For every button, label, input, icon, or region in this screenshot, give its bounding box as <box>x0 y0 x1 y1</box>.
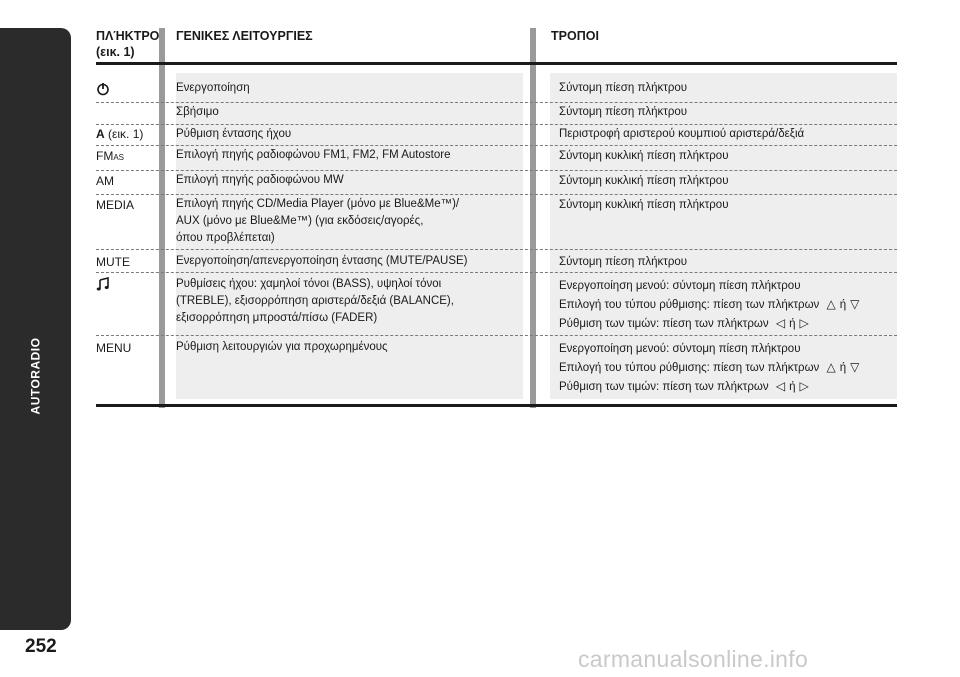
chapter-sidebar <box>0 28 71 630</box>
mode-line <box>559 358 863 377</box>
general-line: AUX (μόνο με Blue&Me™) (για εκδόσεις/αγορές, <box>176 215 424 227</box>
column-divider-2 <box>530 28 536 408</box>
mode-cell: Σύντομη πίεση πλήκτρου <box>559 256 688 268</box>
mode-cell <box>559 277 863 333</box>
up-arrow-icon: △ <box>826 360 836 374</box>
row-divider <box>96 249 897 250</box>
row-divider <box>96 102 897 103</box>
key-mute: MUTE <box>96 255 130 269</box>
mode-cell: Σύντομη κυκλική πίεση πλήκτρου <box>559 199 729 211</box>
or-word: ή <box>839 299 847 311</box>
key-media: MEDIA <box>96 198 135 212</box>
mode-cell <box>559 340 863 396</box>
header-mode: ΤΡΟΠΟΙ <box>551 29 599 43</box>
key-menu: MENU <box>96 341 132 355</box>
general-cell: Επιλογή πηγής ραδιοφώνου MW <box>176 174 344 186</box>
header-key-line-2: (εικ. 1) <box>96 45 135 59</box>
key-am: AM <box>96 174 114 188</box>
mode-line: Ενεργοποίηση μενού: σύντομη πίεση πλήκτρου <box>559 343 801 355</box>
chapter-label: AUTORADIO <box>28 337 43 415</box>
general-cell <box>176 276 454 327</box>
power-icon <box>96 82 110 96</box>
up-arrow-icon: △ <box>826 297 836 311</box>
row-divider <box>96 124 897 125</box>
row-divider <box>96 170 897 171</box>
table-bottom-rule <box>96 404 897 407</box>
or-word: ή <box>789 381 796 393</box>
chapter-label-box <box>24 331 46 421</box>
row-divider <box>96 272 897 273</box>
mode-line-text: Επιλογή του τύπου ρύθμισης: πίεση των πλήκτρων <box>559 299 820 311</box>
general-cell: Ενεργοποίηση <box>176 82 250 94</box>
mode-line-text: Ρύθμιση των τιμών: πίεση των πλήκτρων <box>559 318 769 330</box>
general-line: όπου προβλέπεται) <box>176 232 275 244</box>
functions-table <box>96 24 897 408</box>
or-word: ή <box>789 318 796 330</box>
general-cell <box>176 196 459 247</box>
left-arrow-icon: ◁ <box>775 379 786 393</box>
right-arrow-icon: ▷ <box>799 316 809 330</box>
mode-line: Ενεργοποίηση μενού: σύντομη πίεση πλήκτρου <box>559 280 801 292</box>
mode-cell: Περιστροφή αριστερού κουμπιού αριστερά/δεξιά <box>559 128 805 140</box>
down-arrow-icon: ▽ <box>850 297 860 311</box>
key-a-ref: (εικ. 1) <box>108 127 144 141</box>
left-arrow-icon: ◁ <box>775 316 786 330</box>
general-line: Ρυθμίσεις ήχου: χαμηλοί τόνοι (BASS), υψηλοί τόνοι <box>176 278 442 290</box>
row-divider <box>96 335 897 336</box>
mode-line <box>559 314 863 333</box>
general-line: εξισορρόπηση μπροστά/πίσω (FADER) <box>176 312 378 324</box>
key-fm: FM <box>96 149 114 163</box>
general-cell: Ρύθμιση έντασης ήχου <box>176 128 292 140</box>
column-divider-1 <box>159 28 165 408</box>
key-as: AS <box>113 153 124 162</box>
mode-line <box>559 377 863 396</box>
mode-cell: Σύντομη κυκλική πίεση πλήκτρου <box>559 175 729 187</box>
general-line: (TREBLE), εξισορρόπηση αριστερά/δεξιά (BALANCE), <box>176 295 454 307</box>
general-cell: Σβήσιμο <box>176 106 219 118</box>
mode-cell: Σύντομη κυκλική πίεση πλήκτρου <box>559 150 729 162</box>
mode-line-text: Επιλογή του τύπου ρύθμισης: πίεση των πλήκτρων <box>559 362 820 374</box>
mode-line-text: Ρύθμιση των τιμών: πίεση των πλήκτρων <box>559 381 769 393</box>
general-cell: Ρύθμιση λειτουργιών για προχωρημένους <box>176 341 388 353</box>
header-key <box>96 28 159 60</box>
mode-cell: Σύντομη πίεση πλήκτρου <box>559 106 688 118</box>
or-word: ή <box>839 362 847 374</box>
watermark: carmanualsonline.info <box>578 646 809 672</box>
row-divider <box>96 194 897 195</box>
right-arrow-icon: ▷ <box>799 379 809 393</box>
mode-line <box>559 295 863 314</box>
down-arrow-icon: ▽ <box>850 360 860 374</box>
general-cell: Επιλογή πηγής ραδιοφώνου FM1, FM2, FM Autostore <box>176 149 451 161</box>
page-number: 252 <box>25 636 57 657</box>
key-fm-as <box>96 148 124 166</box>
key-a <box>96 126 143 142</box>
mode-cell: Σύντομη πίεση πλήκτρου <box>559 82 688 94</box>
general-cell: Ενεργοποίηση/απενεργοποίηση έντασης (MUTE/PAUSE) <box>176 255 468 267</box>
general-line: Επιλογή πηγής CD/Media Player (μόνο με Blue&Me™)/ <box>176 198 460 210</box>
music-note-icon <box>96 277 110 291</box>
key-a-letter: A <box>96 127 105 141</box>
header-key-line-1: ΠΛΉΚΤΡΟ <box>96 29 160 43</box>
header-general: ΓΕΝΙΚΕΣ ΛΕΙΤΟΥΡΓΙΕΣ <box>176 29 313 43</box>
header-rule <box>96 62 897 65</box>
row-divider <box>96 145 897 146</box>
